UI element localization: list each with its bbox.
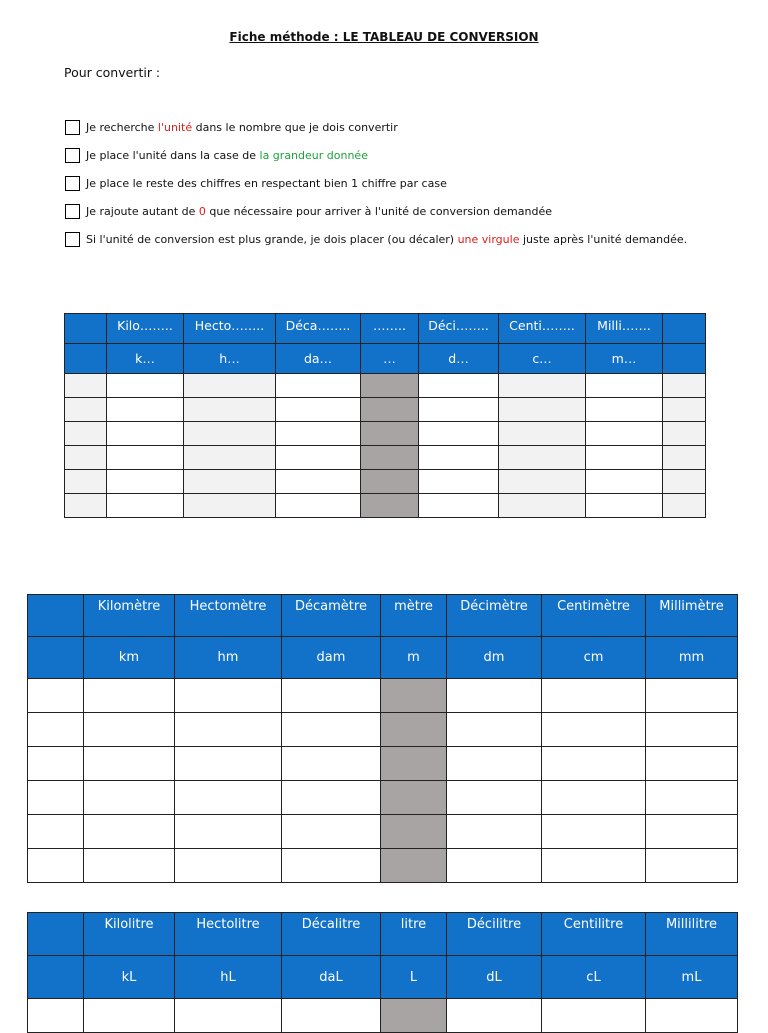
- conversion-cell[interactable]: [381, 999, 447, 1033]
- conversion-cell[interactable]: [586, 446, 663, 470]
- conversion-cell[interactable]: [663, 374, 706, 398]
- unit-name-cell: Décimètre: [447, 595, 542, 637]
- conversion-cell[interactable]: [499, 398, 586, 422]
- conversion-cell[interactable]: [28, 679, 84, 713]
- conversion-cell[interactable]: [84, 815, 175, 849]
- unit-name-cell: ……..: [361, 314, 419, 344]
- conversion-cell[interactable]: [28, 815, 84, 849]
- unit-name-cell: Déci……..: [419, 314, 499, 344]
- conversion-cell[interactable]: [175, 679, 282, 713]
- conversion-cell[interactable]: [646, 999, 738, 1033]
- unit-name-cell: Décamètre: [282, 595, 381, 637]
- conversion-cell[interactable]: [28, 999, 84, 1033]
- step-item: [65, 146, 705, 165]
- conversion-cell[interactable]: [646, 815, 738, 849]
- conversion-cell[interactable]: [542, 679, 646, 713]
- table-row: [65, 398, 706, 422]
- step-item: [65, 174, 705, 193]
- header-spacer-cell: [65, 344, 107, 374]
- conversion-cell[interactable]: [65, 422, 107, 446]
- conversion-cell[interactable]: [419, 446, 499, 470]
- unit-symbol-cell: m: [381, 637, 447, 679]
- header-spacer-cell: [663, 344, 706, 374]
- unit-symbol-cell: m…: [586, 344, 663, 374]
- conversion-cell[interactable]: [184, 470, 276, 494]
- conversion-cell[interactable]: [276, 446, 361, 470]
- conversion-cell[interactable]: [646, 781, 738, 815]
- conversion-cell[interactable]: [175, 713, 282, 747]
- unit-symbol-cell: km: [84, 637, 175, 679]
- unit-name-cell: Millilitre: [646, 913, 738, 956]
- length-conversion-table: [27, 594, 738, 883]
- unit-name-cell: mètre: [381, 595, 447, 637]
- conversion-cell[interactable]: [175, 747, 282, 781]
- table-row: [65, 446, 706, 470]
- conversion-cell[interactable]: [447, 815, 542, 849]
- page-title: Fiche méthode : LE TABLEAU DE CONVERSION: [229, 30, 539, 44]
- table-row: [28, 849, 738, 883]
- table-row: [28, 999, 738, 1033]
- table-header-row: [28, 913, 738, 956]
- conversion-cell[interactable]: [28, 781, 84, 815]
- unit-symbol-cell: hL: [175, 956, 282, 999]
- conversion-cell[interactable]: [84, 679, 175, 713]
- conversion-cell[interactable]: [107, 470, 184, 494]
- conversion-cell[interactable]: [361, 422, 419, 446]
- step-checkbox[interactable]: [65, 204, 80, 219]
- conversion-cell[interactable]: [419, 422, 499, 446]
- intro-text: Pour convertir :: [64, 65, 161, 80]
- step-highlight: l'unité: [157, 121, 193, 134]
- unit-name-cell: Centimètre: [542, 595, 646, 637]
- conversion-cell[interactable]: [586, 470, 663, 494]
- table-header-row: [28, 595, 738, 637]
- header-spacer-cell: [28, 595, 84, 637]
- conversion-cell[interactable]: [282, 999, 381, 1033]
- conversion-cell[interactable]: [542, 815, 646, 849]
- conversion-cell[interactable]: [107, 374, 184, 398]
- conversion-cell[interactable]: [586, 398, 663, 422]
- step-text: juste après l'unité demandée.: [519, 233, 688, 246]
- table-row: [65, 494, 706, 518]
- table-header-row: [28, 956, 738, 999]
- unit-symbol-cell: dL: [447, 956, 542, 999]
- table-row: [28, 781, 738, 815]
- conversion-cell[interactable]: [542, 999, 646, 1033]
- conversion-cell[interactable]: [663, 422, 706, 446]
- conversion-cell[interactable]: [28, 713, 84, 747]
- conversion-cell[interactable]: [184, 398, 276, 422]
- step-text: que nécessaire pour arriver à l'unité de conversion demandée: [205, 205, 552, 218]
- conversion-cell[interactable]: [381, 781, 447, 815]
- unit-symbol-cell: dam: [282, 637, 381, 679]
- step-checkbox[interactable]: [65, 120, 80, 135]
- conversion-cell[interactable]: [499, 446, 586, 470]
- conversion-cell[interactable]: [447, 747, 542, 781]
- conversion-cell[interactable]: [419, 494, 499, 518]
- conversion-cell[interactable]: [419, 374, 499, 398]
- conversion-cell[interactable]: [184, 374, 276, 398]
- table-header-row: [28, 637, 738, 679]
- conversion-cell[interactable]: [282, 679, 381, 713]
- conversion-cell[interactable]: [84, 713, 175, 747]
- table-row: [65, 470, 706, 494]
- unit-symbol-cell: mL: [646, 956, 738, 999]
- conversion-cell[interactable]: [175, 999, 282, 1033]
- conversion-cell[interactable]: [447, 849, 542, 883]
- table-row: [65, 374, 706, 398]
- unit-name-cell: Hectolitre: [175, 913, 282, 956]
- table-header-row: [65, 344, 706, 374]
- step-text: Je place le reste des chiffres en respectant bien 1 chiffre par case: [86, 177, 447, 190]
- conversion-cell[interactable]: [381, 747, 447, 781]
- conversion-cell[interactable]: [175, 849, 282, 883]
- table-row: [28, 713, 738, 747]
- unit-name-cell: Décilitre: [447, 913, 542, 956]
- conversion-cell[interactable]: [381, 679, 447, 713]
- unit-name-cell: litre: [381, 913, 447, 956]
- step-item: [65, 202, 705, 221]
- unit-name-cell: Kilomètre: [84, 595, 175, 637]
- conversion-cell[interactable]: [499, 494, 586, 518]
- conversion-cell[interactable]: [184, 494, 276, 518]
- unit-symbol-cell: L: [381, 956, 447, 999]
- conversion-cell[interactable]: [542, 713, 646, 747]
- table-row: [65, 422, 706, 446]
- conversion-cell[interactable]: [361, 398, 419, 422]
- conversion-cell[interactable]: [65, 446, 107, 470]
- conversion-cell[interactable]: [276, 398, 361, 422]
- unit-symbol-cell: mm: [646, 637, 738, 679]
- unit-symbol-cell: cL: [542, 956, 646, 999]
- unit-name-cell: Kilolitre: [84, 913, 175, 956]
- step-text: dans le nombre que je dois convertir: [192, 121, 398, 134]
- conversion-cell[interactable]: [499, 374, 586, 398]
- volume-conversion-table: [27, 912, 738, 1033]
- unit-symbol-cell: daL: [282, 956, 381, 999]
- unit-name-cell: Déca……..: [276, 314, 361, 344]
- conversion-cell[interactable]: [586, 494, 663, 518]
- conversion-cell[interactable]: [381, 849, 447, 883]
- conversion-cell[interactable]: [542, 849, 646, 883]
- unit-name-cell: Hecto……..: [184, 314, 276, 344]
- header-spacer-cell: [28, 637, 84, 679]
- conversion-cell[interactable]: [282, 849, 381, 883]
- conversion-cell[interactable]: [282, 713, 381, 747]
- conversion-cell[interactable]: [282, 747, 381, 781]
- conversion-cell[interactable]: [84, 747, 175, 781]
- conversion-cell[interactable]: [184, 422, 276, 446]
- unit-name-cell: Décalitre: [282, 913, 381, 956]
- unit-name-cell: Kilo……..: [107, 314, 184, 344]
- step-text: Si l'unité de conversion est plus grande, je dois placer (ou décaler): [86, 233, 458, 246]
- conversion-cell[interactable]: [447, 999, 542, 1033]
- unit-symbol-cell: cm: [542, 637, 646, 679]
- conversion-cell[interactable]: [447, 713, 542, 747]
- conversion-cell[interactable]: [499, 422, 586, 446]
- conversion-cell[interactable]: [381, 815, 447, 849]
- conversion-cell[interactable]: [663, 470, 706, 494]
- conversion-cell[interactable]: [175, 815, 282, 849]
- conversion-cell[interactable]: [646, 713, 738, 747]
- table-row: [28, 815, 738, 849]
- step-text: Je recherche: [86, 121, 158, 134]
- conversion-cell[interactable]: [419, 398, 499, 422]
- header-spacer-cell: [28, 956, 84, 999]
- unit-name-cell: Centi……..: [499, 314, 586, 344]
- header-spacer-cell: [28, 913, 84, 956]
- conversion-cell[interactable]: [282, 815, 381, 849]
- conversion-cell[interactable]: [276, 470, 361, 494]
- step-highlight: 0: [198, 205, 206, 218]
- conversion-cell[interactable]: [542, 781, 646, 815]
- step-highlight: la grandeur donnée: [259, 149, 368, 162]
- unit-name-cell: Millimètre: [646, 595, 738, 637]
- step-text: Je rajoute autant de: [86, 205, 199, 218]
- unit-name-cell: Milli…….: [586, 314, 663, 344]
- table-row: [28, 679, 738, 713]
- conversion-cell[interactable]: [28, 849, 84, 883]
- unit-symbol-cell: da…: [276, 344, 361, 374]
- conversion-cell[interactable]: [361, 470, 419, 494]
- conversion-cell[interactable]: [447, 679, 542, 713]
- conversion-cell[interactable]: [646, 679, 738, 713]
- header-spacer-cell: [663, 314, 706, 344]
- step-checkbox[interactable]: [65, 232, 80, 247]
- unit-symbol-cell: c…: [499, 344, 586, 374]
- table-row: [28, 747, 738, 781]
- conversion-cell[interactable]: [282, 781, 381, 815]
- conversion-cell[interactable]: [107, 422, 184, 446]
- unit-symbol-cell: h…: [184, 344, 276, 374]
- step-item: [65, 118, 705, 137]
- conversion-cell[interactable]: [84, 999, 175, 1033]
- unit-name-cell: Hectomètre: [175, 595, 282, 637]
- conversion-cell[interactable]: [28, 747, 84, 781]
- conversion-cell[interactable]: [276, 494, 361, 518]
- conversion-cell[interactable]: [419, 470, 499, 494]
- step-checkbox[interactable]: [65, 176, 80, 191]
- conversion-cell[interactable]: [107, 398, 184, 422]
- conversion-cell[interactable]: [361, 374, 419, 398]
- unit-symbol-cell: dm: [447, 637, 542, 679]
- conversion-cell[interactable]: [84, 849, 175, 883]
- conversion-cell[interactable]: [663, 398, 706, 422]
- step-item: [65, 230, 705, 249]
- generic-conversion-table: [64, 313, 706, 518]
- header-spacer-cell: [65, 314, 107, 344]
- conversion-cell[interactable]: [175, 781, 282, 815]
- conversion-cell[interactable]: [646, 747, 738, 781]
- conversion-cell[interactable]: [276, 422, 361, 446]
- conversion-cell[interactable]: [542, 747, 646, 781]
- conversion-cell[interactable]: [276, 374, 361, 398]
- conversion-cell[interactable]: [107, 494, 184, 518]
- conversion-cell[interactable]: [499, 470, 586, 494]
- table-header-row: [65, 314, 706, 344]
- conversion-cell[interactable]: [65, 494, 107, 518]
- conversion-cell[interactable]: [65, 374, 107, 398]
- conversion-cell[interactable]: [361, 494, 419, 518]
- unit-symbol-cell: kL: [84, 956, 175, 999]
- conversion-cell[interactable]: [381, 713, 447, 747]
- step-highlight: une virgule: [457, 233, 520, 246]
- unit-symbol-cell: hm: [175, 637, 282, 679]
- conversion-cell[interactable]: [586, 422, 663, 446]
- unit-symbol-cell: k…: [107, 344, 184, 374]
- unit-name-cell: Centilitre: [542, 913, 646, 956]
- conversion-cell[interactable]: [646, 849, 738, 883]
- conversion-cell[interactable]: [107, 446, 184, 470]
- conversion-cell[interactable]: [84, 781, 175, 815]
- step-text: Je place l'unité dans la case de: [86, 149, 260, 162]
- step-checkbox[interactable]: [65, 148, 80, 163]
- conversion-cell[interactable]: [65, 398, 107, 422]
- conversion-cell[interactable]: [361, 446, 419, 470]
- conversion-cell[interactable]: [663, 446, 706, 470]
- conversion-cell[interactable]: [184, 446, 276, 470]
- conversion-cell[interactable]: [447, 781, 542, 815]
- conversion-cell[interactable]: [65, 470, 107, 494]
- conversion-cell[interactable]: [663, 494, 706, 518]
- unit-symbol-cell: d…: [419, 344, 499, 374]
- conversion-cell[interactable]: [586, 374, 663, 398]
- unit-symbol-cell: …: [361, 344, 419, 374]
